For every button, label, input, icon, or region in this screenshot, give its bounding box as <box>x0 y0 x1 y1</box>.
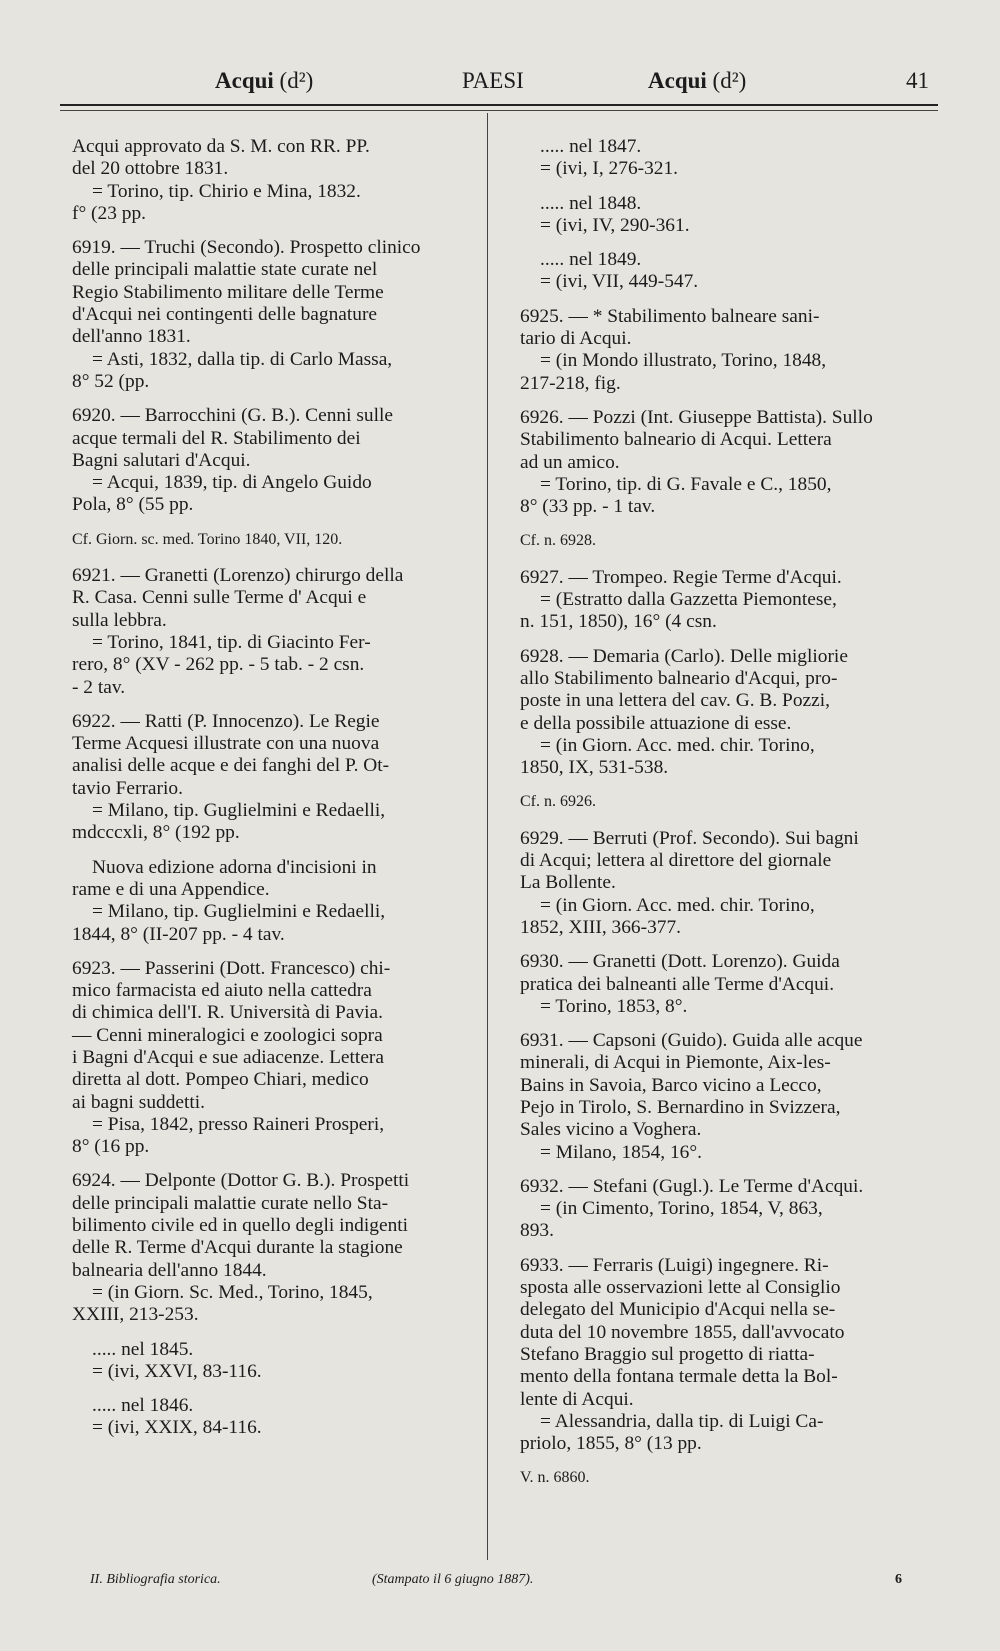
text-line: 1850, IX, 531-538. <box>520 757 669 779</box>
text-line: XXIII, 213-253. <box>72 1304 199 1326</box>
text-line: 6928. — Demaria (Carlo). Delle migliorie <box>520 645 848 667</box>
header-left-sub: (d²) <box>279 68 314 93</box>
text-line: ..... nel 1847. <box>540 136 642 157</box>
text-line: delle R. Terme d'Acqui durante la stagione <box>72 1237 403 1259</box>
text-line: del 20 ottobre 1831. <box>72 158 229 180</box>
header-center: PAESI <box>462 68 524 93</box>
cross-reference: Cf. n. 6928. <box>520 532 596 550</box>
text-line: 6933. — Ferraris (Luigi) ingegnere. Ri- <box>520 1254 829 1276</box>
text-line: ..... nel 1849. <box>540 249 642 271</box>
text-line: lente di Acqui. <box>520 1388 634 1410</box>
text-line: ai bagni suddetti. <box>72 1091 206 1113</box>
text-line: ad un amico. <box>520 451 620 473</box>
entry-6924-1845 <box>72 1339 477 1384</box>
text-line: = Torino, 1853, 8°. <box>540 995 688 1017</box>
text-line: rero, 8° (XV - 262 pp. - 5 tab. - 2 csn. <box>72 654 365 676</box>
footer-signature-mark: 6 <box>895 1572 902 1587</box>
text-line: d'Acqui nei contingenti delle bagnature <box>72 304 378 326</box>
text-line: = Torino, tip. Chirio e Mina, 1832. <box>92 180 361 202</box>
entry-6923 <box>72 958 477 1159</box>
text-line: 8° 52 (pp. <box>72 370 150 392</box>
text-line: Regio Stabilimento militare delle Terme <box>72 281 384 303</box>
entry-6928 <box>520 646 932 780</box>
text-line: 8° (33 pp. - 1 tav. <box>520 496 656 518</box>
text-line: diretta al dott. Pompeo Chiari, medico <box>72 1069 369 1091</box>
text-line: = Asti, 1832, dalla tip. di Carlo Massa, <box>92 348 393 370</box>
footer-section-label: II. Bibliografia storica. <box>90 1572 221 1587</box>
text-line: e della possibile attuazione di esse. <box>520 712 792 734</box>
footer-print-date: (Stampato il 6 giugno 1887). <box>372 1572 534 1587</box>
text-line: = (in Giorn. Sc. Med., Torino, 1845, <box>92 1281 373 1303</box>
text-line: = Pisa, 1842, presso Raineri Prosperi, <box>92 1113 385 1135</box>
text-line: 6922. — Ratti (P. Innocenzo). Le Regie <box>72 710 380 732</box>
text-line: = Milano, tip. Guglielmini e Redaelli, <box>92 901 386 923</box>
text-line: delegato del Municipio d'Acqui nella se- <box>520 1299 836 1321</box>
text-line: 1852, XIII, 366-377. <box>520 916 682 938</box>
column-divider <box>487 113 488 1560</box>
text-line: sulla lebbra. <box>72 609 167 631</box>
text-line: Bains in Savoia, Barco vicino a Lecco, <box>520 1074 822 1096</box>
text-line: allo Stabilimento balneario d'Acqui, pro- <box>520 667 838 689</box>
text-line: tavio Ferrario. <box>72 777 183 799</box>
header-left-title-text: Acqui <box>215 68 274 93</box>
text-line: balnearia dell'anno 1844. <box>72 1259 267 1281</box>
text-line: ..... nel 1848. <box>540 192 642 214</box>
text-line: = (in Mondo illustrato, Torino, 1848, <box>540 350 827 372</box>
text-line: = (ivi, VII, 449-547. <box>540 271 699 293</box>
text-line: = Torino, tip. di G. Favale e C., 1850, <box>540 473 832 495</box>
header-right-title <box>648 68 746 108</box>
text-line: = (in Giorn. Acc. med. chir. Torino, <box>540 734 815 756</box>
text-line: ..... nel 1846. <box>92 1395 194 1417</box>
text-line: 8° (16 pp. <box>72 1136 150 1158</box>
entry-6929 <box>520 828 932 939</box>
text-line: duta del 10 novembre 1855, dall'avvocato <box>520 1321 845 1343</box>
entry-6921 <box>72 565 477 699</box>
right-column <box>520 136 932 1504</box>
text-line: sposta alle osservazioni lette al Consiglio <box>520 1277 841 1299</box>
cross-reference: Cf. n. 6926. <box>520 793 596 811</box>
text-line: = Milano, 1854, 16°. <box>540 1141 702 1163</box>
header-right-title-text: Acqui <box>648 68 707 93</box>
text-line: acque termali del R. Stabilimento dei <box>72 427 361 449</box>
text-line: 6927. — Trompeo. Regie Terme d'Acqui. <box>520 566 842 588</box>
text-line: delle principali malattie curate nello Sta- <box>72 1192 389 1214</box>
entry-6920 <box>72 405 477 516</box>
text-line: 6932. — Stefani (Gugl.). Le Terme d'Acqui. <box>520 1175 864 1197</box>
text-line: mdcccxli, 8° (192 pp. <box>72 822 240 844</box>
text-line: Terme Acquesi illustrate con una nuova <box>72 733 380 755</box>
entry-6924-1847 <box>520 136 932 181</box>
entry-6919 <box>72 237 477 393</box>
entry-6924-1846 <box>72 1395 477 1440</box>
text-line: 6930. — Granetti (Dott. Lorenzo). Guida <box>520 951 840 973</box>
entry-6925 <box>520 306 932 395</box>
text-line: Sales vicino a Voghera. <box>520 1119 702 1141</box>
header-rule-thick <box>60 104 938 106</box>
entry-6932 <box>520 1176 932 1243</box>
text-line: - 2 tav. <box>72 676 126 698</box>
text-line: rame e di una Appendice. <box>72 878 270 900</box>
text-line: Pejo in Tirolo, S. Bernardino in Svizzera, <box>520 1096 841 1118</box>
page-number: 41 <box>906 68 929 93</box>
left-column <box>72 136 477 1452</box>
text-line: = (ivi, I, 276-321. <box>540 158 679 180</box>
text-line: Stefano Braggio sul progetto di riatta- <box>520 1343 815 1365</box>
header-left-title <box>215 68 313 108</box>
text-line: 6923. — Passerini (Dott. Francesco) chi- <box>72 957 391 979</box>
text-line: = Acqui, 1839, tip. di Angelo Guido <box>92 472 372 494</box>
text-line: = Torino, 1841, tip. di Giacinto Fer- <box>92 631 371 653</box>
text-line: Pola, 8° (55 pp. <box>72 494 194 516</box>
text-line: Stabilimento balneario di Acqui. Lettera <box>520 429 832 451</box>
text-line: = (Estratto dalla Gazzetta Piemontese, <box>540 589 837 611</box>
text-line: f° (23 pp. <box>72 202 146 224</box>
entry-6918-cont <box>72 136 477 225</box>
text-line: 6931. — Capsoni (Guido). Guida alle acque <box>520 1030 863 1052</box>
text-line: mento della fontana termale detta la Bol- <box>520 1366 838 1388</box>
text-line: 217-218, fig. <box>520 372 621 394</box>
text-line: 1844, 8° (II-207 pp. - 4 tav. <box>72 923 285 945</box>
text-line: 6929. — Berruti (Prof. Secondo). Sui bagni <box>520 827 859 849</box>
text-line: di Acqui; lettera al direttore del giornale <box>520 850 832 872</box>
text-line: = (ivi, XXVI, 83-116. <box>92 1360 262 1382</box>
header-rule-thin <box>60 110 938 111</box>
entry-6933 <box>520 1255 932 1456</box>
entry-6924-1848 <box>520 193 932 238</box>
text-line: = (in Cimento, Torino, 1854, V, 863, <box>540 1198 823 1220</box>
text-line: analisi delle acque e dei fanghi del P. Ot- <box>72 755 390 777</box>
text-line: mico farmacista ed aiuto nella cattedra <box>72 980 372 1002</box>
text-line: delle principali malattie state curate nel <box>72 259 378 281</box>
text-line: = (ivi, IV, 290-361. <box>540 214 690 236</box>
text-line: priolo, 1855, 8° (13 pp. <box>520 1433 702 1455</box>
text-line: = (ivi, XXIX, 84-116. <box>92 1417 262 1439</box>
text-line: ..... nel 1845. <box>92 1338 194 1360</box>
cross-reference: Cf. Giorn. sc. med. Torino 1840, VII, 120. <box>72 530 343 548</box>
text-line: = (in Giorn. Acc. med. chir. Torino, <box>540 894 815 916</box>
entry-6926 <box>520 407 932 518</box>
text-line: pratica dei balneanti alle Terme d'Acqui. <box>520 973 835 995</box>
text-line: tario di Acqui. <box>520 328 632 350</box>
text-line: La Bollente. <box>520 872 616 894</box>
text-line: 6920. — Barrocchini (G. B.). Cenni sulle <box>72 405 393 427</box>
entry-6931 <box>520 1030 932 1164</box>
text-line: 893. <box>520 1220 554 1242</box>
text-line: Nuova edizione adorna d'incisioni in <box>92 856 377 878</box>
text-line: minerali, di Acqui in Piemonte, Aix-les- <box>520 1052 831 1074</box>
entry-6924 <box>72 1170 477 1326</box>
text-line: R. Casa. Cenni sulle Terme d' Acqui e <box>72 587 367 609</box>
text-line: bilimento civile ed in quello degli indigenti <box>72 1215 409 1237</box>
text-line: 6925. — * Stabilimento balneare sani- <box>520 305 820 327</box>
header-right-sub: (d²) <box>712 68 747 93</box>
text-line: n. 151, 1850), 16° (4 csn. <box>520 611 717 633</box>
text-line: Acqui approvato da S. M. con RR. PP. <box>72 136 370 157</box>
entry-6924-1849 <box>520 249 932 294</box>
entry-6930 <box>520 951 932 1018</box>
text-line: 6924. — Delponte (Dottor G. B.). Prospetti <box>72 1170 410 1192</box>
text-line: — Cenni mineralogici e zoologici sopra <box>72 1024 383 1046</box>
text-line: 6926. — Pozzi (Int. Giuseppe Battista). Sullo <box>520 406 873 428</box>
entry-6927 <box>520 567 932 634</box>
text-line: 6921. — Granetti (Lorenzo) chirurgo della <box>72 565 404 587</box>
entry-6922 <box>72 711 477 845</box>
entry-6922-new-edition <box>72 857 477 946</box>
text-line: = Milano, tip. Guglielmini e Redaelli, <box>92 800 386 822</box>
text-line: = Alessandria, dalla tip. di Luigi Ca- <box>540 1410 824 1432</box>
text-line: i Bagni d'Acqui e sue adiacenze. Lettera <box>72 1046 384 1068</box>
text-line: dell'anno 1831. <box>72 326 191 348</box>
cross-reference: V. n. 6860. <box>520 1469 590 1487</box>
text-line: poste in una lettera del cav. G. B. Pozzi, <box>520 690 830 712</box>
text-line: Bagni salutari d'Acqui. <box>72 449 251 471</box>
text-line: di chimica dell'I. R. Università di Pavia. <box>72 1002 383 1024</box>
text-line: 6919. — Truchi (Secondo). Prospetto clinico <box>72 237 421 259</box>
